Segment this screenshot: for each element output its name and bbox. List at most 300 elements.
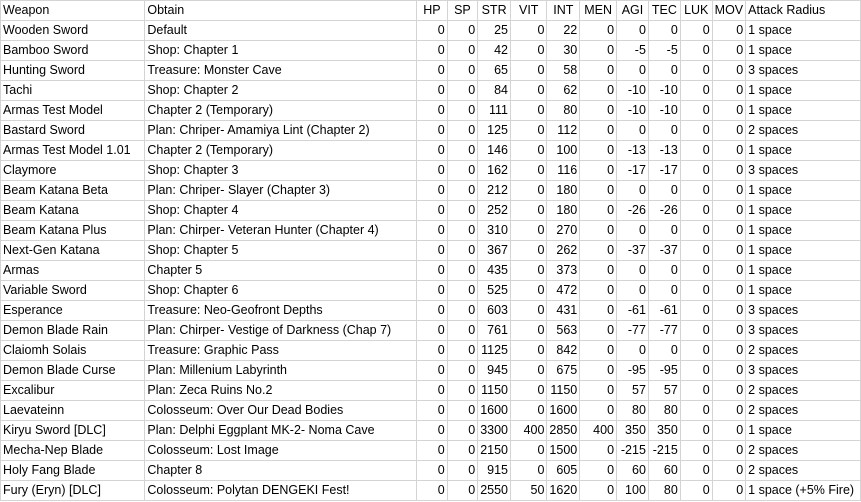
column-header-hp[interactable]: HP bbox=[417, 1, 448, 21]
cell-int[interactable]: 62 bbox=[547, 81, 580, 101]
cell-int[interactable]: 22 bbox=[547, 21, 580, 41]
cell-int[interactable]: 2850 bbox=[547, 421, 580, 441]
cell-int[interactable]: 180 bbox=[547, 201, 580, 221]
cell-mov[interactable]: 0 bbox=[712, 61, 745, 81]
cell-hp[interactable]: 0 bbox=[417, 81, 448, 101]
cell-agi[interactable]: -10 bbox=[617, 81, 649, 101]
cell-hp[interactable]: 0 bbox=[417, 441, 448, 461]
cell-luk[interactable]: 0 bbox=[680, 401, 712, 421]
cell-obtain[interactable]: Colosseum: Polytan DENGEKI Fest! bbox=[145, 481, 417, 501]
cell-attack-radius[interactable]: 2 spaces bbox=[746, 401, 861, 421]
cell-weapon[interactable]: Holy Fang Blade bbox=[1, 461, 145, 481]
cell-agi[interactable]: -26 bbox=[617, 201, 649, 221]
cell-mov[interactable]: 0 bbox=[712, 261, 745, 281]
cell-vit[interactable]: 0 bbox=[511, 461, 547, 481]
cell-men[interactable]: 0 bbox=[580, 481, 617, 501]
cell-obtain[interactable]: Colosseum: Over Our Dead Bodies bbox=[145, 401, 417, 421]
cell-weapon[interactable]: Fury (Eryn) [DLC] bbox=[1, 481, 145, 501]
cell-obtain[interactable]: Default bbox=[145, 21, 417, 41]
cell-vit[interactable]: 0 bbox=[511, 121, 547, 141]
cell-luk[interactable]: 0 bbox=[680, 461, 712, 481]
cell-agi[interactable]: 350 bbox=[617, 421, 649, 441]
cell-luk[interactable]: 0 bbox=[680, 361, 712, 381]
cell-tec[interactable]: 0 bbox=[648, 221, 680, 241]
cell-vit[interactable]: 0 bbox=[511, 141, 547, 161]
cell-str[interactable]: 252 bbox=[478, 201, 511, 221]
column-header-luk[interactable]: LUK bbox=[680, 1, 712, 21]
cell-attack-radius[interactable]: 1 space bbox=[746, 181, 861, 201]
cell-vit[interactable]: 0 bbox=[511, 201, 547, 221]
cell-sp[interactable]: 0 bbox=[447, 121, 478, 141]
cell-mov[interactable]: 0 bbox=[712, 441, 745, 461]
column-header-sp[interactable]: SP bbox=[447, 1, 478, 21]
cell-int[interactable]: 1600 bbox=[547, 401, 580, 421]
cell-obtain[interactable]: Colosseum: Lost Image bbox=[145, 441, 417, 461]
cell-hp[interactable]: 0 bbox=[417, 261, 448, 281]
cell-attack-radius[interactable]: 3 spaces bbox=[746, 301, 861, 321]
column-header-men[interactable]: MEN bbox=[580, 1, 617, 21]
cell-mov[interactable]: 0 bbox=[712, 241, 745, 261]
cell-men[interactable]: 0 bbox=[580, 181, 617, 201]
cell-weapon[interactable]: Next-Gen Katana bbox=[1, 241, 145, 261]
cell-men[interactable]: 0 bbox=[580, 41, 617, 61]
cell-luk[interactable]: 0 bbox=[680, 141, 712, 161]
cell-obtain[interactable]: Chapter 2 (Temporary) bbox=[145, 141, 417, 161]
cell-men[interactable]: 0 bbox=[580, 381, 617, 401]
cell-tec[interactable]: 57 bbox=[648, 381, 680, 401]
cell-hp[interactable]: 0 bbox=[417, 321, 448, 341]
cell-sp[interactable]: 0 bbox=[447, 81, 478, 101]
cell-vit[interactable]: 0 bbox=[511, 181, 547, 201]
cell-luk[interactable]: 0 bbox=[680, 121, 712, 141]
cell-sp[interactable]: 0 bbox=[447, 241, 478, 261]
cell-sp[interactable]: 0 bbox=[447, 401, 478, 421]
cell-str[interactable]: 2150 bbox=[478, 441, 511, 461]
cell-attack-radius[interactable]: 1 space bbox=[746, 421, 861, 441]
cell-attack-radius[interactable]: 1 space bbox=[746, 241, 861, 261]
cell-agi[interactable]: 0 bbox=[617, 281, 649, 301]
cell-int[interactable]: 80 bbox=[547, 101, 580, 121]
cell-tec[interactable]: 0 bbox=[648, 281, 680, 301]
column-header-str[interactable]: STR bbox=[478, 1, 511, 21]
cell-sp[interactable]: 0 bbox=[447, 201, 478, 221]
cell-weapon[interactable]: Hunting Sword bbox=[1, 61, 145, 81]
cell-agi[interactable]: 80 bbox=[617, 401, 649, 421]
cell-hp[interactable]: 0 bbox=[417, 241, 448, 261]
cell-luk[interactable]: 0 bbox=[680, 201, 712, 221]
cell-mov[interactable]: 0 bbox=[712, 101, 745, 121]
cell-obtain[interactable]: Plan: Chriper- Slayer (Chapter 3) bbox=[145, 181, 417, 201]
cell-attack-radius[interactable]: 2 spaces bbox=[746, 381, 861, 401]
cell-attack-radius[interactable]: 1 space bbox=[746, 221, 861, 241]
cell-luk[interactable]: 0 bbox=[680, 41, 712, 61]
cell-men[interactable]: 0 bbox=[580, 141, 617, 161]
cell-vit[interactable]: 0 bbox=[511, 321, 547, 341]
cell-int[interactable]: 842 bbox=[547, 341, 580, 361]
cell-sp[interactable]: 0 bbox=[447, 261, 478, 281]
cell-weapon[interactable]: Armas Test Model bbox=[1, 101, 145, 121]
cell-tec[interactable]: -17 bbox=[648, 161, 680, 181]
cell-str[interactable]: 945 bbox=[478, 361, 511, 381]
cell-agi[interactable]: 0 bbox=[617, 121, 649, 141]
column-header-attack-radius[interactable]: Attack Radius bbox=[746, 1, 861, 21]
cell-luk[interactable]: 0 bbox=[680, 101, 712, 121]
cell-men[interactable]: 0 bbox=[580, 301, 617, 321]
cell-sp[interactable]: 0 bbox=[447, 481, 478, 501]
cell-men[interactable]: 0 bbox=[580, 461, 617, 481]
cell-int[interactable]: 112 bbox=[547, 121, 580, 141]
cell-agi[interactable]: -37 bbox=[617, 241, 649, 261]
cell-obtain[interactable]: Shop: Chapter 4 bbox=[145, 201, 417, 221]
cell-luk[interactable]: 0 bbox=[680, 341, 712, 361]
cell-men[interactable]: 0 bbox=[580, 341, 617, 361]
cell-agi[interactable]: -10 bbox=[617, 101, 649, 121]
cell-attack-radius[interactable]: 1 space bbox=[746, 81, 861, 101]
cell-tec[interactable]: -61 bbox=[648, 301, 680, 321]
cell-mov[interactable]: 0 bbox=[712, 481, 745, 501]
cell-sp[interactable]: 0 bbox=[447, 221, 478, 241]
cell-attack-radius[interactable]: 3 spaces bbox=[746, 321, 861, 341]
cell-hp[interactable]: 0 bbox=[417, 481, 448, 501]
cell-sp[interactable]: 0 bbox=[447, 161, 478, 181]
cell-attack-radius[interactable]: 2 spaces bbox=[746, 121, 861, 141]
cell-men[interactable]: 0 bbox=[580, 261, 617, 281]
cell-mov[interactable]: 0 bbox=[712, 361, 745, 381]
cell-int[interactable]: 1620 bbox=[547, 481, 580, 501]
cell-hp[interactable]: 0 bbox=[417, 401, 448, 421]
cell-obtain[interactable]: Treasure: Graphic Pass bbox=[145, 341, 417, 361]
cell-luk[interactable]: 0 bbox=[680, 261, 712, 281]
cell-mov[interactable]: 0 bbox=[712, 221, 745, 241]
column-header-agi[interactable]: AGI bbox=[617, 1, 649, 21]
cell-obtain[interactable]: Shop: Chapter 1 bbox=[145, 41, 417, 61]
cell-vit[interactable]: 0 bbox=[511, 241, 547, 261]
column-header-tec[interactable]: TEC bbox=[648, 1, 680, 21]
cell-weapon[interactable]: Beam Katana Beta bbox=[1, 181, 145, 201]
cell-agi[interactable]: 0 bbox=[617, 261, 649, 281]
cell-str[interactable]: 1600 bbox=[478, 401, 511, 421]
cell-attack-radius[interactable]: 2 spaces bbox=[746, 461, 861, 481]
cell-vit[interactable]: 0 bbox=[511, 61, 547, 81]
cell-int[interactable]: 675 bbox=[547, 361, 580, 381]
cell-vit[interactable]: 0 bbox=[511, 221, 547, 241]
cell-weapon[interactable]: Beam Katana Plus bbox=[1, 221, 145, 241]
cell-tec[interactable]: -26 bbox=[648, 201, 680, 221]
cell-luk[interactable]: 0 bbox=[680, 221, 712, 241]
cell-obtain[interactable]: Chapter 8 bbox=[145, 461, 417, 481]
cell-weapon[interactable]: Claymore bbox=[1, 161, 145, 181]
cell-int[interactable]: 563 bbox=[547, 321, 580, 341]
cell-obtain[interactable]: Shop: Chapter 5 bbox=[145, 241, 417, 261]
cell-vit[interactable]: 0 bbox=[511, 441, 547, 461]
cell-agi[interactable]: 0 bbox=[617, 341, 649, 361]
cell-tec[interactable]: 0 bbox=[648, 261, 680, 281]
cell-hp[interactable]: 0 bbox=[417, 361, 448, 381]
cell-hp[interactable]: 0 bbox=[417, 101, 448, 121]
cell-mov[interactable]: 0 bbox=[712, 141, 745, 161]
cell-agi[interactable]: -95 bbox=[617, 361, 649, 381]
cell-attack-radius[interactable]: 2 spaces bbox=[746, 341, 861, 361]
cell-attack-radius[interactable]: 1 space bbox=[746, 101, 861, 121]
cell-weapon[interactable]: Armas Test Model 1.01 bbox=[1, 141, 145, 161]
cell-tec[interactable]: 60 bbox=[648, 461, 680, 481]
cell-obtain[interactable]: Plan: Chirper- Veteran Hunter (Chapter 4) bbox=[145, 221, 417, 241]
cell-men[interactable]: 0 bbox=[580, 361, 617, 381]
cell-vit[interactable]: 0 bbox=[511, 41, 547, 61]
cell-vit[interactable]: 0 bbox=[511, 281, 547, 301]
cell-str[interactable]: 146 bbox=[478, 141, 511, 161]
cell-men[interactable]: 0 bbox=[580, 21, 617, 41]
cell-mov[interactable]: 0 bbox=[712, 181, 745, 201]
cell-vit[interactable]: 0 bbox=[511, 161, 547, 181]
cell-str[interactable]: 525 bbox=[478, 281, 511, 301]
cell-int[interactable]: 1150 bbox=[547, 381, 580, 401]
cell-attack-radius[interactable]: 1 space bbox=[746, 281, 861, 301]
cell-men[interactable]: 0 bbox=[580, 101, 617, 121]
cell-men[interactable]: 400 bbox=[580, 421, 617, 441]
column-header-weapon[interactable]: Weapon bbox=[1, 1, 145, 21]
cell-hp[interactable]: 0 bbox=[417, 341, 448, 361]
cell-vit[interactable]: 0 bbox=[511, 301, 547, 321]
cell-vit[interactable]: 0 bbox=[511, 401, 547, 421]
cell-luk[interactable]: 0 bbox=[680, 421, 712, 441]
cell-vit[interactable]: 50 bbox=[511, 481, 547, 501]
cell-vit[interactable]: 0 bbox=[511, 341, 547, 361]
cell-luk[interactable]: 0 bbox=[680, 301, 712, 321]
cell-tec[interactable]: 0 bbox=[648, 181, 680, 201]
cell-luk[interactable]: 0 bbox=[680, 21, 712, 41]
cell-hp[interactable]: 0 bbox=[417, 421, 448, 441]
cell-weapon[interactable]: Demon Blade Curse bbox=[1, 361, 145, 381]
cell-agi[interactable]: -17 bbox=[617, 161, 649, 181]
cell-mov[interactable]: 0 bbox=[712, 421, 745, 441]
cell-str[interactable]: 212 bbox=[478, 181, 511, 201]
cell-int[interactable]: 1500 bbox=[547, 441, 580, 461]
cell-mov[interactable]: 0 bbox=[712, 121, 745, 141]
cell-str[interactable]: 761 bbox=[478, 321, 511, 341]
cell-sp[interactable]: 0 bbox=[447, 301, 478, 321]
cell-hp[interactable]: 0 bbox=[417, 41, 448, 61]
cell-luk[interactable]: 0 bbox=[680, 281, 712, 301]
cell-int[interactable]: 605 bbox=[547, 461, 580, 481]
cell-str[interactable]: 162 bbox=[478, 161, 511, 181]
cell-men[interactable]: 0 bbox=[580, 221, 617, 241]
cell-hp[interactable]: 0 bbox=[417, 461, 448, 481]
cell-sp[interactable]: 0 bbox=[447, 101, 478, 121]
cell-weapon[interactable]: Variable Sword bbox=[1, 281, 145, 301]
cell-sp[interactable]: 0 bbox=[447, 421, 478, 441]
cell-sp[interactable]: 0 bbox=[447, 281, 478, 301]
cell-str[interactable]: 65 bbox=[478, 61, 511, 81]
cell-sp[interactable]: 0 bbox=[447, 441, 478, 461]
cell-hp[interactable]: 0 bbox=[417, 381, 448, 401]
cell-obtain[interactable]: Plan: Chirper- Vestige of Darkness (Chap 7) bbox=[145, 321, 417, 341]
cell-obtain[interactable]: Shop: Chapter 6 bbox=[145, 281, 417, 301]
cell-agi[interactable]: -61 bbox=[617, 301, 649, 321]
cell-sp[interactable]: 0 bbox=[447, 41, 478, 61]
cell-obtain[interactable]: Plan: Millenium Labyrinth bbox=[145, 361, 417, 381]
cell-mov[interactable]: 0 bbox=[712, 21, 745, 41]
cell-men[interactable]: 0 bbox=[580, 321, 617, 341]
cell-mov[interactable]: 0 bbox=[712, 341, 745, 361]
cell-int[interactable]: 116 bbox=[547, 161, 580, 181]
cell-sp[interactable]: 0 bbox=[447, 341, 478, 361]
cell-int[interactable]: 100 bbox=[547, 141, 580, 161]
cell-str[interactable]: 84 bbox=[478, 81, 511, 101]
cell-attack-radius[interactable]: 3 spaces bbox=[746, 361, 861, 381]
cell-tec[interactable]: 350 bbox=[648, 421, 680, 441]
cell-attack-radius[interactable]: 3 spaces bbox=[746, 61, 861, 81]
cell-vit[interactable]: 400 bbox=[511, 421, 547, 441]
cell-str[interactable]: 603 bbox=[478, 301, 511, 321]
cell-obtain[interactable]: Shop: Chapter 2 bbox=[145, 81, 417, 101]
cell-men[interactable]: 0 bbox=[580, 161, 617, 181]
cell-agi[interactable]: 0 bbox=[617, 61, 649, 81]
cell-mov[interactable]: 0 bbox=[712, 41, 745, 61]
cell-luk[interactable]: 0 bbox=[680, 241, 712, 261]
cell-hp[interactable]: 0 bbox=[417, 281, 448, 301]
cell-attack-radius[interactable]: 1 space bbox=[746, 201, 861, 221]
cell-int[interactable]: 262 bbox=[547, 241, 580, 261]
column-header-vit[interactable]: VIT bbox=[511, 1, 547, 21]
cell-obtain[interactable]: Treasure: Monster Cave bbox=[145, 61, 417, 81]
cell-agi[interactable]: -77 bbox=[617, 321, 649, 341]
cell-weapon[interactable]: Esperance bbox=[1, 301, 145, 321]
cell-attack-radius[interactable]: 1 space bbox=[746, 261, 861, 281]
cell-tec[interactable]: 0 bbox=[648, 341, 680, 361]
cell-str[interactable]: 435 bbox=[478, 261, 511, 281]
cell-attack-radius[interactable]: 1 space bbox=[746, 21, 861, 41]
cell-luk[interactable]: 0 bbox=[680, 381, 712, 401]
cell-str[interactable]: 3300 bbox=[478, 421, 511, 441]
cell-tec[interactable]: 0 bbox=[648, 21, 680, 41]
cell-agi[interactable]: -5 bbox=[617, 41, 649, 61]
cell-str[interactable]: 25 bbox=[478, 21, 511, 41]
cell-mov[interactable]: 0 bbox=[712, 201, 745, 221]
cell-luk[interactable]: 0 bbox=[680, 61, 712, 81]
cell-attack-radius[interactable]: 1 space (+5% Fire) bbox=[746, 481, 861, 501]
cell-tec[interactable]: 0 bbox=[648, 61, 680, 81]
cell-sp[interactable]: 0 bbox=[447, 141, 478, 161]
cell-weapon[interactable]: Armas bbox=[1, 261, 145, 281]
cell-agi[interactable]: 100 bbox=[617, 481, 649, 501]
cell-weapon[interactable]: Claiomh Solais bbox=[1, 341, 145, 361]
cell-sp[interactable]: 0 bbox=[447, 21, 478, 41]
cell-obtain[interactable]: Treasure: Neo-Geofront Depths bbox=[145, 301, 417, 321]
cell-agi[interactable]: 0 bbox=[617, 181, 649, 201]
cell-str[interactable]: 310 bbox=[478, 221, 511, 241]
cell-weapon[interactable]: Bamboo Sword bbox=[1, 41, 145, 61]
cell-agi[interactable]: -13 bbox=[617, 141, 649, 161]
cell-obtain[interactable]: Chapter 5 bbox=[145, 261, 417, 281]
cell-sp[interactable]: 0 bbox=[447, 321, 478, 341]
cell-sp[interactable]: 0 bbox=[447, 181, 478, 201]
cell-weapon[interactable]: Excalibur bbox=[1, 381, 145, 401]
cell-int[interactable]: 270 bbox=[547, 221, 580, 241]
cell-attack-radius[interactable]: 1 space bbox=[746, 41, 861, 61]
cell-luk[interactable]: 0 bbox=[680, 161, 712, 181]
cell-agi[interactable]: 57 bbox=[617, 381, 649, 401]
cell-vit[interactable]: 0 bbox=[511, 381, 547, 401]
cell-mov[interactable]: 0 bbox=[712, 161, 745, 181]
cell-str[interactable]: 367 bbox=[478, 241, 511, 261]
cell-agi[interactable]: 0 bbox=[617, 21, 649, 41]
cell-sp[interactable]: 0 bbox=[447, 361, 478, 381]
cell-str[interactable]: 42 bbox=[478, 41, 511, 61]
cell-attack-radius[interactable]: 1 space bbox=[746, 141, 861, 161]
cell-tec[interactable]: 80 bbox=[648, 481, 680, 501]
cell-str[interactable]: 1125 bbox=[478, 341, 511, 361]
cell-mov[interactable]: 0 bbox=[712, 301, 745, 321]
cell-agi[interactable]: 60 bbox=[617, 461, 649, 481]
cell-luk[interactable]: 0 bbox=[680, 321, 712, 341]
cell-tec[interactable]: -215 bbox=[648, 441, 680, 461]
cell-mov[interactable]: 0 bbox=[712, 401, 745, 421]
cell-weapon[interactable]: Kiryu Sword [DLC] bbox=[1, 421, 145, 441]
cell-weapon[interactable]: Bastard Sword bbox=[1, 121, 145, 141]
cell-luk[interactable]: 0 bbox=[680, 481, 712, 501]
cell-hp[interactable]: 0 bbox=[417, 21, 448, 41]
cell-int[interactable]: 58 bbox=[547, 61, 580, 81]
cell-vit[interactable]: 0 bbox=[511, 101, 547, 121]
cell-attack-radius[interactable]: 2 spaces bbox=[746, 441, 861, 461]
cell-hp[interactable]: 0 bbox=[417, 141, 448, 161]
column-header-mov[interactable]: MOV bbox=[712, 1, 745, 21]
cell-sp[interactable]: 0 bbox=[447, 61, 478, 81]
cell-mov[interactable]: 0 bbox=[712, 81, 745, 101]
cell-str[interactable]: 125 bbox=[478, 121, 511, 141]
cell-tec[interactable]: 80 bbox=[648, 401, 680, 421]
cell-mov[interactable]: 0 bbox=[712, 321, 745, 341]
cell-men[interactable]: 0 bbox=[580, 121, 617, 141]
cell-hp[interactable]: 0 bbox=[417, 201, 448, 221]
cell-agi[interactable]: 0 bbox=[617, 221, 649, 241]
cell-mov[interactable]: 0 bbox=[712, 381, 745, 401]
cell-men[interactable]: 0 bbox=[580, 401, 617, 421]
cell-tec[interactable]: -37 bbox=[648, 241, 680, 261]
cell-men[interactable]: 0 bbox=[580, 441, 617, 461]
cell-hp[interactable]: 0 bbox=[417, 61, 448, 81]
cell-sp[interactable]: 0 bbox=[447, 461, 478, 481]
cell-obtain[interactable]: Plan: Chriper- Amamiya Lint (Chapter 2) bbox=[145, 121, 417, 141]
cell-luk[interactable]: 0 bbox=[680, 81, 712, 101]
cell-mov[interactable]: 0 bbox=[712, 461, 745, 481]
cell-tec[interactable]: -13 bbox=[648, 141, 680, 161]
cell-obtain[interactable]: Plan: Zeca Ruins No.2 bbox=[145, 381, 417, 401]
cell-hp[interactable]: 0 bbox=[417, 301, 448, 321]
cell-str[interactable]: 1150 bbox=[478, 381, 511, 401]
cell-obtain[interactable]: Shop: Chapter 3 bbox=[145, 161, 417, 181]
cell-weapon[interactable]: Wooden Sword bbox=[1, 21, 145, 41]
cell-vit[interactable]: 0 bbox=[511, 361, 547, 381]
cell-vit[interactable]: 0 bbox=[511, 21, 547, 41]
cell-men[interactable]: 0 bbox=[580, 281, 617, 301]
cell-tec[interactable]: -77 bbox=[648, 321, 680, 341]
cell-tec[interactable]: 0 bbox=[648, 121, 680, 141]
cell-tec[interactable]: -10 bbox=[648, 101, 680, 121]
cell-hp[interactable]: 0 bbox=[417, 181, 448, 201]
cell-men[interactable]: 0 bbox=[580, 81, 617, 101]
cell-str[interactable]: 2550 bbox=[478, 481, 511, 501]
cell-hp[interactable]: 0 bbox=[417, 221, 448, 241]
cell-men[interactable]: 0 bbox=[580, 241, 617, 261]
cell-tec[interactable]: -10 bbox=[648, 81, 680, 101]
cell-int[interactable]: 472 bbox=[547, 281, 580, 301]
column-header-int[interactable]: INT bbox=[547, 1, 580, 21]
cell-weapon[interactable]: Beam Katana bbox=[1, 201, 145, 221]
cell-weapon[interactable]: Mecha-Nep Blade bbox=[1, 441, 145, 461]
cell-agi[interactable]: -215 bbox=[617, 441, 649, 461]
